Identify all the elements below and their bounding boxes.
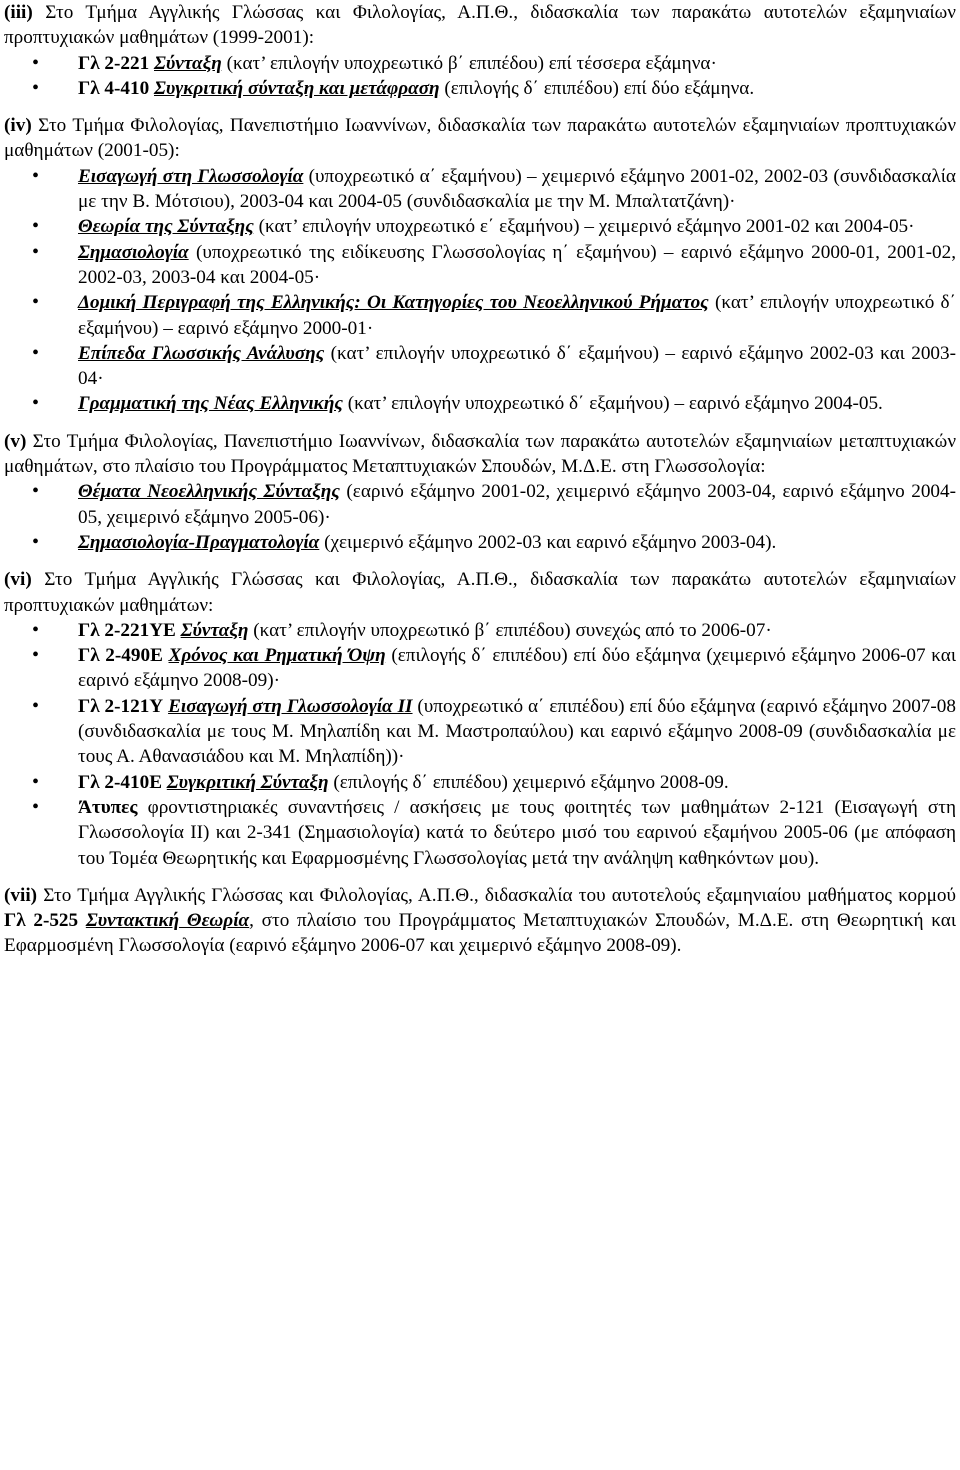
course-details: (κατ’ επιλογήν υποχρεωτικό β΄ επιπέδου) επί τέσσερα εξάμηνα· <box>221 52 717 74</box>
course-details: (κατ’ επιλογήν υποχρεωτικό δ΄ εξαμήνου) – εαρινό εξάμηνο 2002-03 και 2003-04· <box>78 342 956 390</box>
section-intro <box>4 883 956 959</box>
course-code: Γλ 4-410 <box>78 77 154 99</box>
course-title: Συντακτική Θεωρία <box>85 910 250 932</box>
course-title: Σύνταξη <box>154 52 222 74</box>
course-code: Γλ 2-221 <box>78 52 154 74</box>
section-label: (iii) <box>4 2 33 23</box>
list-item <box>78 76 956 101</box>
course-code: Γλ 2-410Ε <box>78 771 167 793</box>
section-intro <box>4 429 956 480</box>
course-details: (επιλογής δ΄ επιπέδου) χειμερινό εξάμηνο 2008-09. <box>328 771 729 793</box>
course-code: Γλ 2-525 <box>4 910 86 932</box>
course-title: Σημασιολογία <box>78 241 189 263</box>
section <box>4 567 956 871</box>
list-item <box>78 51 956 76</box>
list-item <box>78 795 956 871</box>
section-intro <box>4 567 956 618</box>
section <box>4 113 956 417</box>
section-intro-text: Στο Τμήμα Αγγλικής Γλώσσας και Φιλολογίας, Α.Π.Θ., διδασκαλία του αυτοτελούς εξαμηνιαίου μαθήματος κορμού <box>37 884 956 906</box>
section-label: (vii) <box>4 884 38 906</box>
course-title: Εισαγωγή στη Γλωσσολογία ΙΙ <box>168 695 413 717</box>
course-code: Γλ 2-121Υ <box>78 695 169 717</box>
section <box>4 883 956 959</box>
course-title: Εισαγωγή στη Γλωσσολογία <box>78 165 304 187</box>
list-item <box>78 643 956 694</box>
course-details: (κατ’ επιλογήν υποχρεωτικό δ΄ εξαμήνου) – εαρινό εξάμηνο 2000-01· <box>78 292 956 339</box>
section <box>4 0 956 101</box>
course-code: Γλ 2-221ΥΕ <box>78 619 181 641</box>
section-label: (iv) <box>4 115 32 137</box>
course-details: (επιλογής δ΄ επιπέδου) επί δύο εξάμηνα. <box>439 77 755 99</box>
course-list <box>4 51 956 102</box>
list-item <box>78 694 956 770</box>
course-code: Άτυπες <box>78 796 138 818</box>
course-code: Γλ 2-490Ε <box>78 645 169 667</box>
course-title: Συγκριτική σύνταξη και μετάφραση <box>154 77 440 99</box>
course-details: (εαρινό εξάμηνο 2001-02, χειμερινό εξάμηνο 2003-04, εαρινό εξάμηνο 2004-05, χειμερινό εξάμηνο 2005-06)· <box>78 481 956 528</box>
course-details: (υποχρεωτικό α΄ εξαμήνου) – χειμερινό εξάμηνο 2001-02, 2002-03 (συνδιδασκαλία με την Β. Μότσιου), 2003-04 και 2004-05 (συνδιδασκαλία με την Μ. Μπαλτατζάνη)· <box>78 165 956 213</box>
list-item <box>78 341 956 392</box>
list-item <box>78 290 956 341</box>
document-body <box>4 0 956 959</box>
section-intro-text: Στο Τμήμα Φιλολογίας, Πανεπιστήμιο Ιωαννίνων, διδασκαλία των παρακάτω αυτοτελών εξαμηνιαίων μεταπτυχιακών μαθημάτων, στο πλαίσιο του Προγράμματος Μεταπτυχιακών Σπουδών, Μ.Δ.Ε. στη Γλωσσολογία: <box>4 430 956 478</box>
section <box>4 429 956 555</box>
list-item <box>78 240 956 291</box>
section-intro-text: Στο Τμήμα Αγγλικής Γλώσσας και Φιλολογίας, Α.Π.Θ., διδασκαλία των παρακάτω αυτοτελών εξαμηνιαίων προπτυχιακών μαθημάτων: <box>4 569 956 616</box>
course-title: Συγκριτική Σύνταξη <box>166 771 329 793</box>
section-label: (vi) <box>4 569 32 591</box>
list-item <box>78 618 956 643</box>
course-list <box>4 164 956 417</box>
course-details: (υποχρεωτικό της ειδίκευσης Γλωσσολογίας η΄ εξαμήνου) – εαρινό εξάμηνο 2000-01, 2001-02, 2002-03, 2003-04 και 2004-05· <box>78 241 956 288</box>
list-item <box>78 214 956 239</box>
list-item <box>78 164 956 215</box>
course-details: (κατ’ επιλογήν υποχρεωτικό β΄ επιπέδου) συνεχώς από το 2006-07· <box>248 619 772 641</box>
list-item <box>78 391 956 416</box>
course-details: (κατ’ επιλογήν υποχρεωτικό ε΄ εξαμήνου) – χειμερινό εξάμηνο 2001-02 και 2004-05· <box>253 216 915 238</box>
course-details: (επιλογής δ΄ επιπέδου) επί δύο εξάμηνα (χειμερινό εξάμηνο 2006-07 και εαρινό εξάμηνο 2008-09)· <box>78 645 957 692</box>
list-item <box>78 479 956 530</box>
section-intro <box>4 0 956 51</box>
section-intro-text: Στο Τμήμα Φιλολογίας, Πανεπιστήμιο Ιωαννίνων, διδασκαλία των παρακάτω αυτοτελών εξαμηνιαίων προπτυχιακών μαθημάτων (2001-05): <box>4 115 956 162</box>
course-details: (υποχρεωτικό α΄ επιπέδου) επί δύο εξάμηνα (εαρινό εξάμηνο 2007-08 (συνδιδασκαλία με τους Μ. Μηλαπίδη και Μ. Μαστροπαύλου) και εαρινό εξάμηνο 2008-09 (συνδιδασκαλία με τους Α. Αθανασιάδου και Μ. Μηλαπίδη))· <box>78 695 956 768</box>
section-intro <box>4 113 956 164</box>
list-item <box>78 770 956 795</box>
course-title: Δομική Περιγραφή της Ελληνικής: Οι Κατηγορίες του Νεοελληνικού Ρήματος <box>78 292 709 314</box>
course-title: Σημασιολογία-Πραγματολογία <box>78 531 320 553</box>
course-title: Γραμματική της Νέας Ελληνικής <box>78 393 343 415</box>
course-title: Χρόνος και Ρηματική Όψη <box>168 645 386 667</box>
course-details: φροντιστηριακές συναντήσεις / ασκήσεις με τους φοιτητές των μαθημάτων 2-121 (Εισαγωγή στη Γλωσσολογία ΙΙ) και 2-341 (Σημασιολογία) κατά το δεύτερο μισό του εαρινού εξαμήνου 2005-06 (με απόφαση του Τομέα Θεωρητικής και Εφαρμοσμένης Γλωσσολογίας μετά την ανάληψη καθηκόντων μου). <box>78 796 956 869</box>
section-label: (v) <box>4 430 27 452</box>
section-intro-text: Στο Τμήμα Αγγλικής Γλώσσας και Φιλολογίας, Α.Π.Θ., διδασκαλία των παρακάτω αυτοτελών εξαμηνιαίων προπτυχιακών μαθημάτων (1999-2001): <box>4 2 956 49</box>
course-title: Θέματα Νεοελληνικής Σύνταξης <box>78 481 340 503</box>
course-list <box>4 618 956 871</box>
course-details: (κατ’ επιλογήν υποχρεωτικό δ΄ εξαμήνου) – εαρινό εξάμηνο 2004-05. <box>342 393 883 415</box>
list-item <box>78 530 956 555</box>
course-title: Σύνταξη <box>180 619 249 641</box>
course-title: Θεωρία της Σύνταξης <box>78 216 254 238</box>
course-list <box>4 479 956 555</box>
course-title: Επίπεδα Γλωσσικής Ανάλυσης <box>78 342 325 364</box>
section-outro-text: , στο πλαίσιο του Προγράμματος Μεταπτυχιακών Σπουδών, Μ.Δ.Ε. στη Θεωρητική και Εφαρμοσμένη Γλωσσολογία (εαρινό εξάμηνο 2006-07 και χειμερινό εξάμηνο 2008-09). <box>4 910 956 957</box>
course-details: (χειμερινό εξάμηνο 2002-03 και εαρινό εξάμηνο 2003-04). <box>319 531 777 553</box>
